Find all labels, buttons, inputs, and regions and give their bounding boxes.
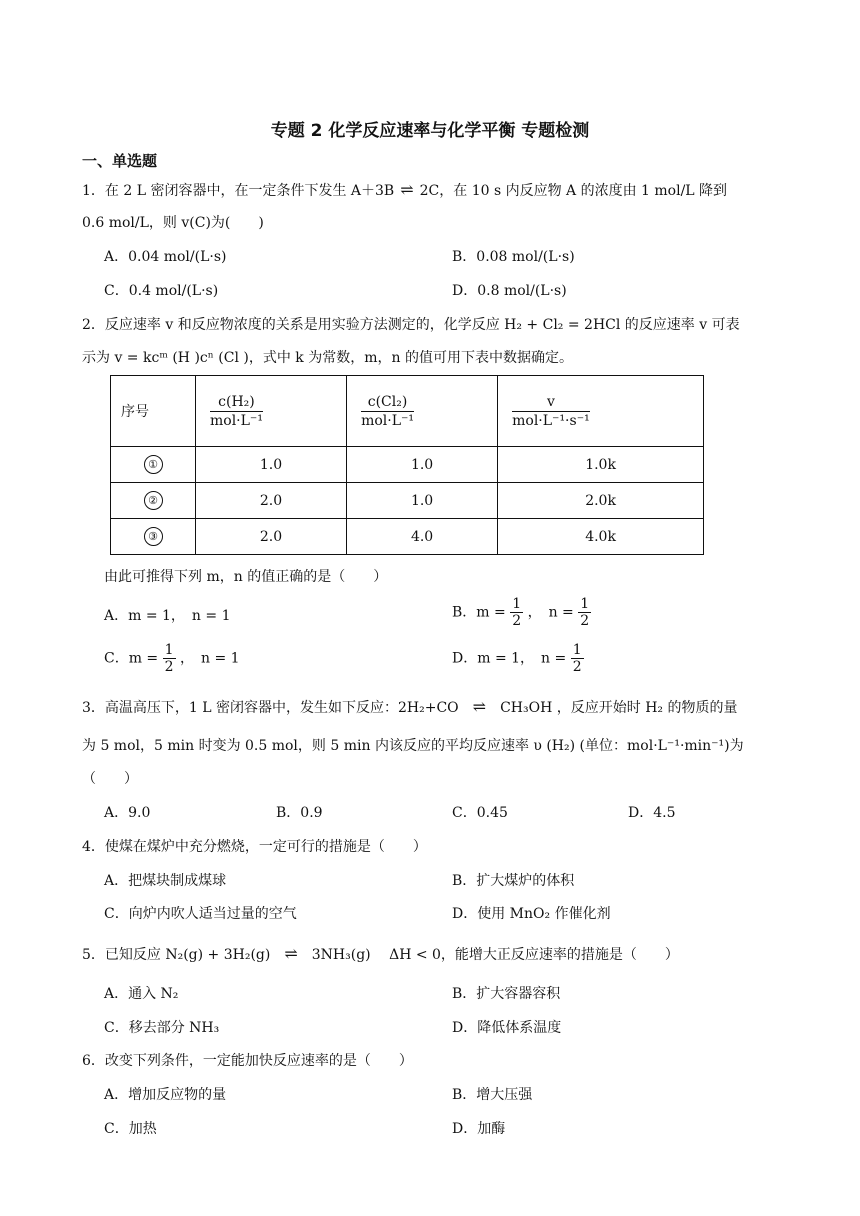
question-4-stem: 4．使煤在煤炉中充分燃烧，一定可行的措施是（ ） (82, 839, 427, 855)
table-header-v: v mol·L⁻¹·s⁻¹ (498, 376, 704, 447)
q1-option-c[interactable]: C．0.4 mol/(L·s) (104, 283, 219, 299)
question-1-stem (82, 180, 727, 201)
q2-option-d[interactable]: D．m = 1， n = $\frac{1}{2}$ (452, 642, 582, 675)
question-6-stem: 6．改变下列条件，一定能加快反应速率的是（ ） (82, 1053, 413, 1069)
table-cell: 1.0k (498, 447, 704, 483)
fraction-half: $\frac{1}{2}$ (580, 596, 590, 629)
q5-option-d[interactable]: D．降低体系温度 (452, 1020, 562, 1036)
table-row (111, 483, 704, 519)
table-header-ch2: c(H₂) mol·L⁻¹ (196, 376, 347, 447)
q6-option-c[interactable]: C．加热 (104, 1121, 157, 1137)
table-cell-seq: ① (111, 447, 196, 483)
q6-option-d[interactable]: D．加酶 (452, 1121, 506, 1137)
rate-data-table (110, 375, 704, 555)
equilibrium-arrow-icon: ⇌ (472, 697, 487, 716)
question-2-stem: 2．反应速率 v 和反应物浓度的关系是用实验方法测定的，化学反应 H₂ + Cl₂ = 2HCl 的反应速率 v 可表 (82, 317, 740, 333)
question-2-line2: 示为 v = kcᵐ (H )cⁿ (Cl )，式中 k 为常数，m，n 的值可用下表中数据确定。 (82, 350, 573, 366)
fraction-half: $\frac{1}{2}$ (164, 642, 174, 675)
q4-option-a[interactable]: A．把煤块制成煤球 (104, 873, 227, 889)
q5-option-b[interactable]: B．扩大容器容积 (452, 986, 561, 1002)
q3-option-d[interactable]: D．4.5 (628, 805, 676, 821)
fraction-half: $\frac{1}{2}$ (572, 642, 582, 675)
table-cell-seq: ③ (111, 519, 196, 555)
page-title: 专题 2 化学反应速率与化学平衡 专题检测 (270, 121, 590, 141)
table-header-ccl2: c(Cl₂) mol·L⁻¹ (347, 376, 498, 447)
table-cell-seq: ② (111, 483, 196, 519)
q5-option-a[interactable]: A．通入 N₂ (104, 986, 179, 1002)
q2-option-c[interactable]: C．m = $\frac{1}{2}$ ， n = 1 (104, 642, 240, 675)
q1-option-b[interactable]: B．0.08 mol/(L·s) (452, 249, 575, 265)
q1-option-d[interactable]: D．0.8 mol/(L·s) (452, 283, 567, 299)
question-2-after: 由此可推得下列 m，n 的值正确的是（ ） (104, 569, 388, 585)
q2-option-a[interactable]: A．m = 1， n = 1 (104, 608, 231, 624)
q4-option-c[interactable]: C．向炉内吹人适当过量的空气 (104, 906, 297, 922)
table-cell: 2.0k (498, 483, 704, 519)
q2-option-b[interactable]: B．m = $\frac{1}{2}$ ， n = $\frac{1}{2}$ (452, 596, 590, 629)
q1-option-a[interactable]: A．0.04 mol/(L·s) (104, 249, 227, 265)
q4-option-d[interactable]: D．使用 MnO₂ 作催化剂 (452, 906, 611, 922)
table-cell: 1.0 (347, 483, 498, 519)
q3-option-b[interactable]: B．0.9 (276, 805, 323, 821)
q1-text-a: 1．在 2 L 密闭容器中，在一定条件下发生 A＋3B (82, 183, 395, 199)
q6-option-a[interactable]: A．增加反应物的量 (104, 1087, 227, 1103)
table-cell: 4.0 (347, 519, 498, 555)
table-cell: 1.0 (347, 447, 498, 483)
table-header-row (111, 376, 704, 447)
q6-option-b[interactable]: B．增大压强 (452, 1087, 533, 1103)
question-3-line3: （ ） (82, 771, 138, 787)
table-row (111, 447, 704, 483)
table-cell: 2.0 (196, 519, 347, 555)
q3-option-c[interactable]: C．0.45 (452, 805, 508, 821)
q3-option-a[interactable]: A．9.0 (104, 805, 151, 821)
section-heading: 一、单选题 (82, 152, 158, 170)
question-3-stem: 3．高温高压下，1 L 密闭容器中，发生如下反应：2H₂+CO ⇌ CH₃OH ，反应开始时 H₂ 的物质的量 (82, 697, 738, 716)
q5-option-c[interactable]: C．移去部分 NH₃ (104, 1020, 220, 1036)
question-3-line2: 为 5 mol，5 min 时变为 0.5 mol，则 5 min 内该反应的平均反应速率 υ (H₂) (单位：mol·L⁻¹·min⁻¹)为 (82, 738, 744, 754)
equilibrium-arrow-icon: ⇌ (400, 180, 414, 199)
equilibrium-arrow-icon: ⇌ (284, 944, 298, 963)
table-cell: 1.0 (196, 447, 347, 483)
table-cell: 4.0k (498, 519, 704, 555)
question-5-stem: 5．已知反应 N₂(g) + 3H₂(g) ⇌ 3NH₃(g) ΔH < 0，能增大正反应速率的措施是（ ） (82, 944, 679, 963)
table-cell: 2.0 (196, 483, 347, 519)
fraction-half: $\frac{1}{2}$ (512, 596, 522, 629)
q4-option-b[interactable]: B．扩大煤炉的体积 (452, 873, 575, 889)
table-row (111, 519, 704, 555)
question-1-line2: 0.6 mol/L，则 v(C)为( ) (82, 215, 264, 231)
q1-text-b: 2C，在 10 s 内反应物 A 的浓度由 1 mol/L 降到 (419, 183, 728, 199)
table-header-seq: 序号 (111, 376, 196, 447)
